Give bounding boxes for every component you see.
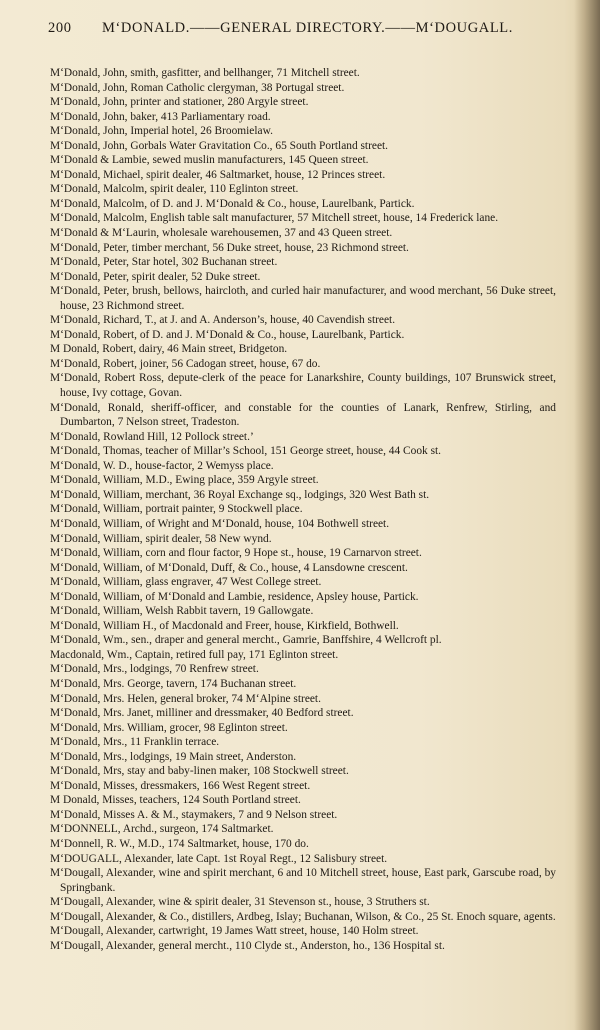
directory-entry: M‘Donald, John, Gorbals Water Gravitation Co., 65 South Portland street. <box>50 139 389 152</box>
directory-entry: M‘Dougall, Alexander, cartwright, 19 James Watt street, house, 140 Holm street. <box>50 925 419 938</box>
book-gutter <box>574 0 600 1030</box>
directory-entry: M‘Donald, William, merchant, 36 Royal Exchange sq., lodgings, 320 West Bath st. <box>50 488 430 501</box>
directory-entry: M‘Donald, Mrs., 11 Franklin terrace. <box>50 736 220 749</box>
directory-entry: M‘Donald, W. D., house-factor, 2 Wemyss place. <box>50 459 274 472</box>
directory-entry: M‘Donald, Robert Ross, depute-clerk of the peace for Lanarkshire, County buildings, 107 Brunswick street, house, Ivy cottage, Govan. <box>50 372 556 400</box>
directory-entry: M‘DOUGALL, Alexander, late Capt. 1st Royal Regt., 12 Salisbury street. <box>50 852 388 865</box>
directory-entry: M‘Donald, Mrs, stay and baby-linen maker, 108 Stockwell street. <box>50 765 349 778</box>
directory-entry: M‘DONNELL, Archd., surgeon, 174 Saltmarket. <box>50 823 274 836</box>
directory-entry: M‘Donnell, R. W., M.D., 174 Saltmarket, house, 170 do. <box>50 837 309 850</box>
directory-entry: M‘Donald, William, glass engraver, 47 West College street. <box>50 576 322 589</box>
directory-entry: M‘Donald, John, baker, 413 Parliamentary road. <box>50 110 271 123</box>
directory-entry: M‘Donald, John, smith, gasfitter, and bellhanger, 71 Mitchell street. <box>50 67 360 79</box>
directory-entry: M‘Donald, Peter, spirit dealer, 52 Duke street. <box>50 270 261 283</box>
directory-entry: M‘Donald, Peter, brush, bellows, haircloth, and curled hair manufacturer, and wood merchant, 56 Duke street, house, 23 Richmond street. <box>50 285 556 312</box>
directory-entry: M‘Donald & M‘Laurin, wholesale warehousemen, 37 and 43 Queen street. <box>50 227 393 240</box>
directory-entry: M‘Donald, Peter, Star hotel, 302 Buchanan street. <box>50 256 278 269</box>
directory-entries <box>50 66 556 953</box>
page-header <box>48 20 560 42</box>
directory-entry: M Donald, Misses, teachers, 124 South Portland street. <box>50 794 301 807</box>
running-head: M‘DONALD.——GENERAL DIRECTORY.——M‘DOUGALL. <box>102 20 513 36</box>
directory-entry: M‘Donald & Lambie, sewed muslin manufacturers, 145 Queen street. <box>50 154 369 167</box>
directory-entry: M‘Donald, Mrs., lodgings, 19 Main street, Anderston. <box>50 750 297 763</box>
directory-entry: M‘Dougall, Alexander, wine & spirit dealer, 31 Stevenson st., house, 3 Struthers st. <box>50 896 430 909</box>
directory-entry: M‘Donald, William H., of Macdonald and Freer, house, Kirkfield, Bothwell. <box>50 619 399 632</box>
directory-entry: M‘Dougall, Alexander, general mercht., 110 Clyde st., Anderston, ho., 136 Hospital st. <box>50 939 445 952</box>
directory-entry: M‘Donald, Mrs. Helen, general broker, 74 M‘Alpine street. <box>50 692 321 705</box>
directory-entry: M‘Donald, John, printer and stationer, 280 Argyle street. <box>50 96 309 109</box>
directory-entry: M‘Donald, William, portrait painter, 9 Stockwell place. <box>50 503 303 516</box>
directory-entry: M‘Donald, Mrs., lodgings, 70 Renfrew street. <box>50 663 259 676</box>
directory-entry: M‘Donald, Richard, T., at J. and A. Anderson’s, house, 40 Cavendish street. <box>50 314 396 327</box>
directory-entry: M‘Donald, John, Imperial hotel, 26 Broomielaw. <box>50 125 273 138</box>
directory-entry: M‘Donald, William, Welsh Rabbit tavern, 19 Gallowgate. <box>50 605 314 618</box>
directory-entry: M‘Donald, Malcolm, English table salt manufacturer, 57 Mitchell street, house, 14 Frederick lane. <box>50 212 499 225</box>
directory-entry: M‘Donald, Ronald, sheriff-officer, and constable for the counties of Lanark, Renfrew, Stirling, and Dumbarton, 7 Nelson street, Tradeston. <box>50 401 556 429</box>
directory-entry: M‘Donald, Mrs. William, grocer, 98 Eglinton street. <box>50 721 288 734</box>
directory-entry: M‘Donald, John, Roman Catholic clergyman, 38 Portugal street. <box>50 81 345 94</box>
directory-entry: M‘Donald, Robert, of D. and J. M‘Donald & Co., house, Laurelbank, Partick. <box>50 328 405 341</box>
directory-entry: M‘Dougall, Alexander, & Co., distillers, Ardbeg, Islay; Buchanan, Wilson, & Co., 25 St. Enoch square, agents. <box>50 910 556 923</box>
directory-entry: M‘Donald, Malcolm, of D. and J. M‘Donald & Co., house, Laurelbank, Partick. <box>50 197 415 210</box>
directory-entry: M‘Donald, Misses, dressmakers, 166 West Regent street. <box>50 779 311 792</box>
directory-entry: M‘Donald, Mrs. Janet, milliner and dressmaker, 40 Bedford street. <box>50 707 354 720</box>
directory-entry: M‘Donald, Robert, joiner, 56 Cadogan street, house, 67 do. <box>50 357 321 370</box>
directory-entry: M Donald, Robert, dairy, 46 Main street, Bridgeton. <box>50 343 288 356</box>
directory-entry: M‘Donald, Malcolm, spirit dealer, 110 Eglinton street. <box>50 183 299 196</box>
page-number: 200 <box>48 20 72 36</box>
directory-entry: M‘Donald, Peter, timber merchant, 56 Duke street, house, 23 Richmond street. <box>50 241 409 254</box>
directory-entry: M‘Donald, William, M.D., Ewing place, 359 Argyle street. <box>50 474 319 487</box>
directory-entry: M‘Dougall, Alexander, wine and spirit merchant, 6 and 10 Mitchell street, house, East park, Garscube road, by Springbank. <box>50 867 556 894</box>
directory-entry: M‘Donald, Misses A. & M., staymakers, 7 and 9 Nelson street. <box>50 808 338 821</box>
directory-entry: M‘Donald, William, of Wright and M‘Donald, house, 104 Bothwell street. <box>50 517 390 530</box>
directory-entry: Macdonald, Wm., Captain, retired full pay, 171 Eglinton street. <box>50 648 339 661</box>
directory-entry: M‘Donald, William, corn and flour factor, 9 Hope st., house, 19 Carnarvon street. <box>50 547 422 560</box>
directory-entry: M‘Donald, William, of M‘Donald and Lambie, residence, Apsley house, Partick. <box>50 590 419 603</box>
directory-entry: M‘Donald, Rowland Hill, 12 Pollock street.’ <box>50 430 254 443</box>
directory-entry: M‘Donald, Mrs. George, tavern, 174 Buchanan street. <box>50 677 297 690</box>
directory-entry: M‘Donald, William, of M‘Donald, Duff, & Co., house, 4 Lansdowne crescent. <box>50 561 408 574</box>
directory-entry: M‘Donald, Michael, spirit dealer, 46 Saltmarket, house, 12 Princes street. <box>50 168 386 181</box>
directory-entry: M‘Donald, Wm., sen., draper and general mercht., Gamrie, Banffshire, 4 Wellcroft pl. <box>50 634 442 647</box>
directory-entry: M‘Donald, William, spirit dealer, 58 New wynd. <box>50 532 272 545</box>
directory-entry: M‘Donald, Thomas, teacher of Millar’s School, 151 George street, house, 44 Cook st. <box>50 445 442 458</box>
